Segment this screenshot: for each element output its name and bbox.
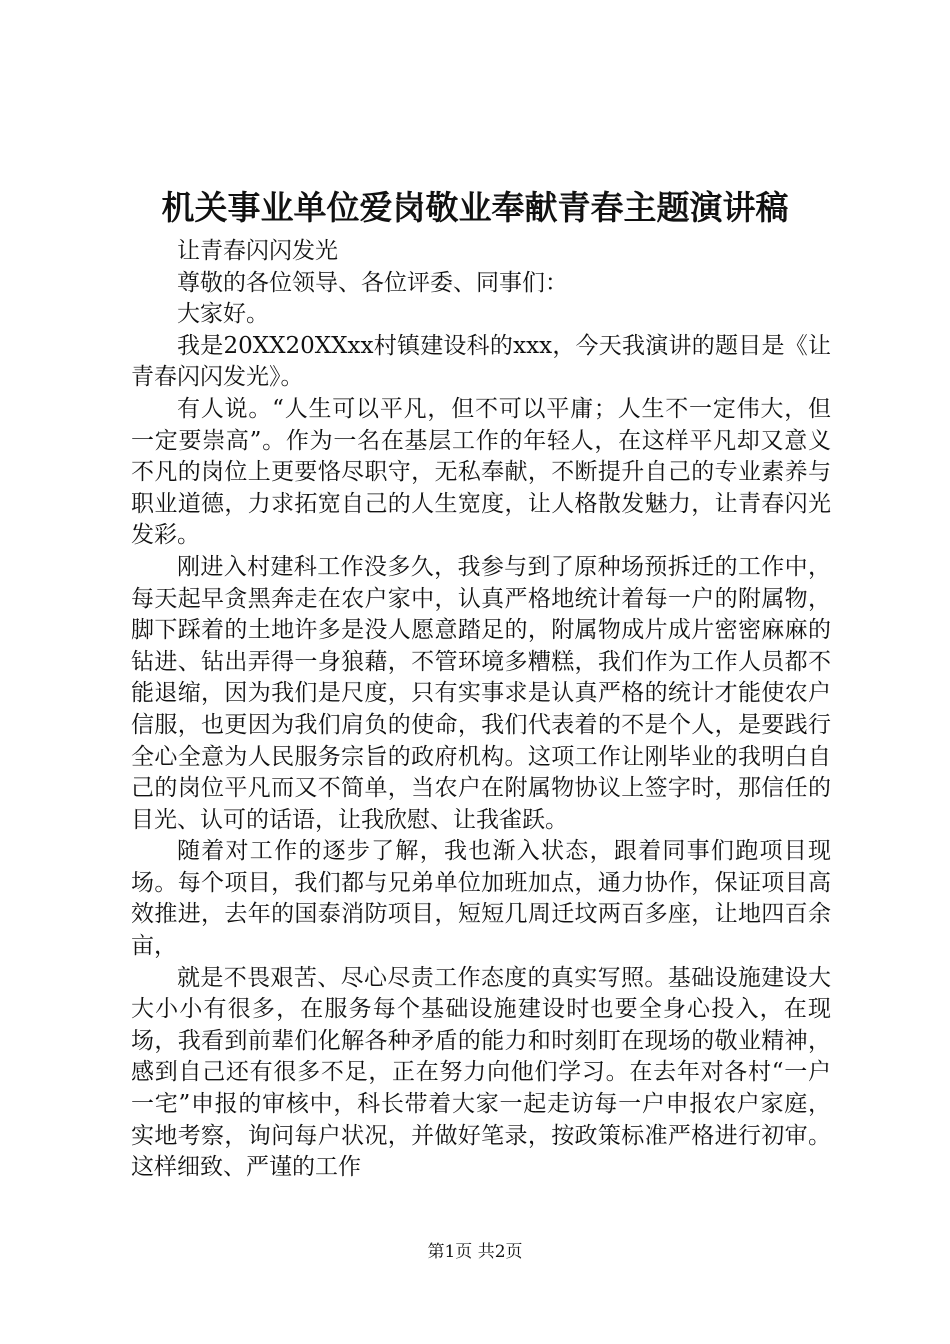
paragraph-salutation: 尊敬的各位领导、各位评委、同事们：: [177, 269, 568, 296]
page-number-footer: 第1页 共2页: [427, 1242, 523, 1262]
paragraph: 刚进入村建科工作没多久，我参与到了原种场预拆迁的工作中，每天起早贪黑奔走在农户家中，认真严格地统计着每一户的附属物，脚下踩着的土地许多是没人愿意踏足的，附属物成片成片密密麻麻的钻进、钻出弄得一身狼藉，不管环境多糟糕，我们作为工作人员都不能退缩，因为我们是尺度，只有实事求是认真严格的统计才能使农户信服，也更因为我们肩负的使命，我们代表着的不是个人，是要践行全心全意为人民服务宗旨的政府机构。这项工作让刚毕业的我明白自己的岗位平凡而又不简单，当农户在附属物协议上签字时，那信任的目光、认可的话语，让我欣慰、让我雀跃。: [131, 553, 831, 833]
paragraph: 有人说。“人生可以平凡，但不可以平庸；人生不一定伟大，但一定要崇高”。作为一名在基层工作的年轻人，在这样平凡却又意义不凡的岗位上更要恪尽职守，无私奉献，不断提升自己的专业素养与职业道德，力求拓宽自己的人生宽度，让人格散发魅力，让青春闪光发彩。: [131, 395, 831, 549]
paragraph: 就是不畏艰苦、尽心尽责工作态度的真实写照。基础设施建设大大小小有很多，在服务每个基础设施建设时也要全身心投入，在现场，我看到前辈们化解各种矛盾的能力和时刻盯在现场的敬业精神，感到自己还有很多不足，正在努力向他们学习。在去年对各村“一户一宅”申报的审核中，科长带着大家一起走访每一户申报农户家庭，实地考察，询问每户状况，并做好笔录，按政策标准严格进行初审。这样细致、严谨的工作: [131, 964, 831, 1181]
paragraph: 随着对工作的逐步了解，我也渐入状态，跟着同事们跑项目现场。每个项目，我们都与兄弟单位加班加点，通力协作，保证项目高效推进，去年的国泰消防项目，短短几周迁坟两百多座，让地四百余亩，: [131, 838, 831, 960]
paragraph-subtitle: 让青春闪闪发光: [177, 238, 338, 264]
document-body: [131, 236, 831, 1184]
paragraph: 我是20XX20XXxx村镇建设科的xxx，今天我演讲的题目是《让青春闪闪发光》。: [131, 332, 831, 391]
paragraph-greeting: 大家好。: [177, 301, 269, 328]
document-title: 机关事业单位爱岗敬业奉献青春主题演讲稿: [161, 188, 789, 227]
